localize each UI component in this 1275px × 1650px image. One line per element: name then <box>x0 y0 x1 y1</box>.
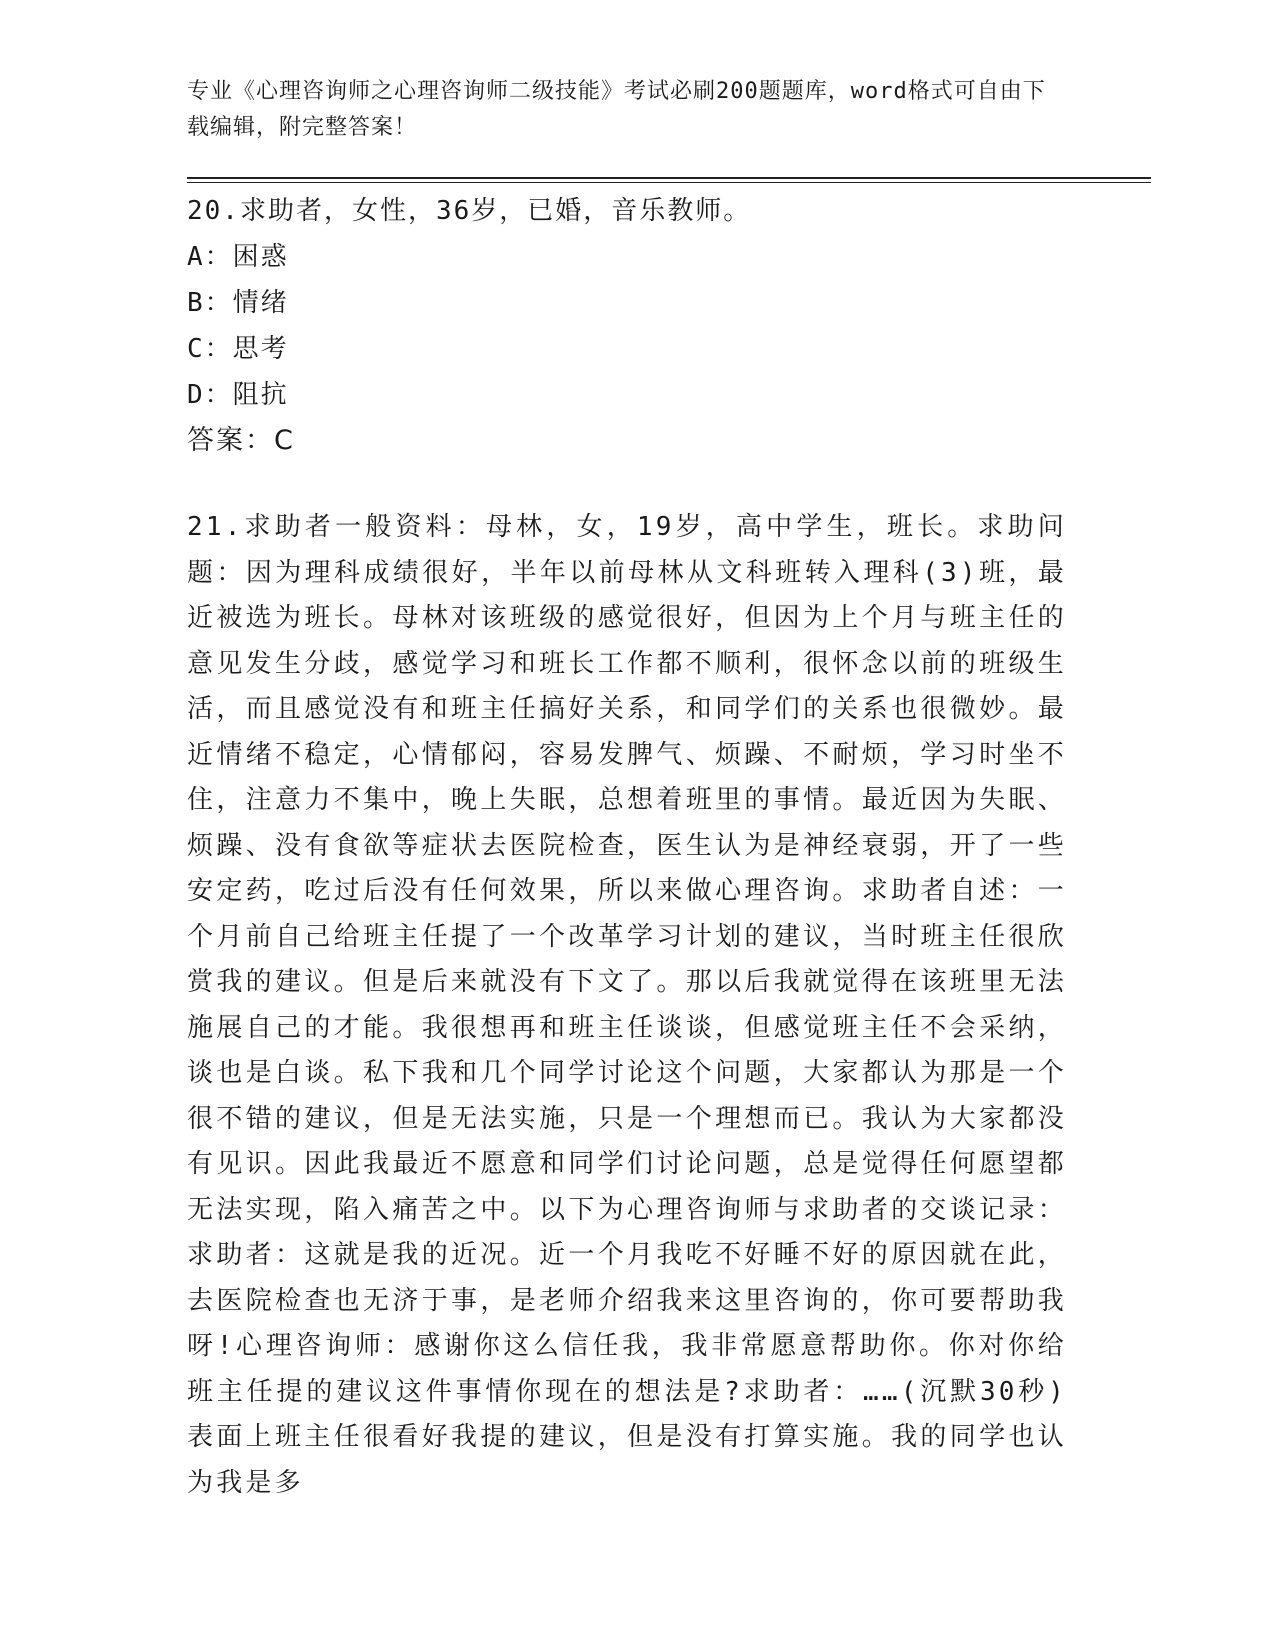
question-20-option-d: D：阻抗 <box>187 380 289 410</box>
header-divider-thin <box>187 182 1151 183</box>
question-20-option-c: C：思考 <box>187 334 289 364</box>
header-divider-thick <box>187 177 1151 179</box>
question-20-answer: 答案：C <box>187 425 295 456</box>
question-21-text: 21.求助者一般资料：母林，女，19岁，高中学生，班长。求助问题：因为理科成绩很好，半年以前母林从文科班转入理科(3)班，最近被选为班长。母林对该班级的感觉很好，但因为上个月与班主任的意见发生分歧，感觉学习和班长工作都不顺利，很怀念以前的班级生活，而且感觉没有和班主任搞好关系，和同学们的关系也很微妙。最近情绪不稳定，心情郁闷，容易发脾气、烦躁、不耐烦，学习时坐不住，注意力不集中，晚上失眠，总想着班里的事情。最近因为失眠、烦躁、没有食欲等症状去医院检查，医生认为是神经衰弱，开了一些安定药，吃过后没有任何效果，所以来做心理咨询。求助者自述：一个月前自己给班主任提了一个改革学习计划的建议，当时班主任很欣赏我的建议。但是后来就没有下文了。那以后我就觉得在该班里无法施展自己的才能。我很想再和班主任谈谈，但感觉班主任不会采纳，谈也是白谈。私下我和几个同学讨论这个问题，大家都认为那是一个很不错的建议，但是无法实施，只是一个理想而已。我认为大家都没有见识。因此我最近不愿意和同学们讨论问题，总是觉得任何愿望都无法实现，陷入痛苦之中。以下为心理咨询师与求助者的交谈记录：求助者：这就是我的近况。近一个月我吃不好睡不好的原因就在此，去医院检查也无济于事，是老师介绍我来这里咨询的，你可要帮助我呀!心理咨询师：感谢你这么信任我，我非常愿意帮助你。你对你给班主任提的建议这件事情你现在的想法是?求助者：……(沉默30秒)表面上班主任很看好我提的建议，但是没有打算实施。我的同学也认为我是多 <box>187 512 1067 1498</box>
question-20 <box>187 188 1087 464</box>
question-20-stem: 20.求助者，女性，36岁，已婚，音乐教师。 <box>187 196 752 226</box>
question-20-option-b: B：情绪 <box>187 288 289 318</box>
document-header: 专业《心理咨询师之心理咨询师二级技能》考试必刷200题题库，word格式可自由下载编辑，附完整答案！ <box>187 79 1046 140</box>
question-20-option-a: A：困惑 <box>187 242 289 272</box>
